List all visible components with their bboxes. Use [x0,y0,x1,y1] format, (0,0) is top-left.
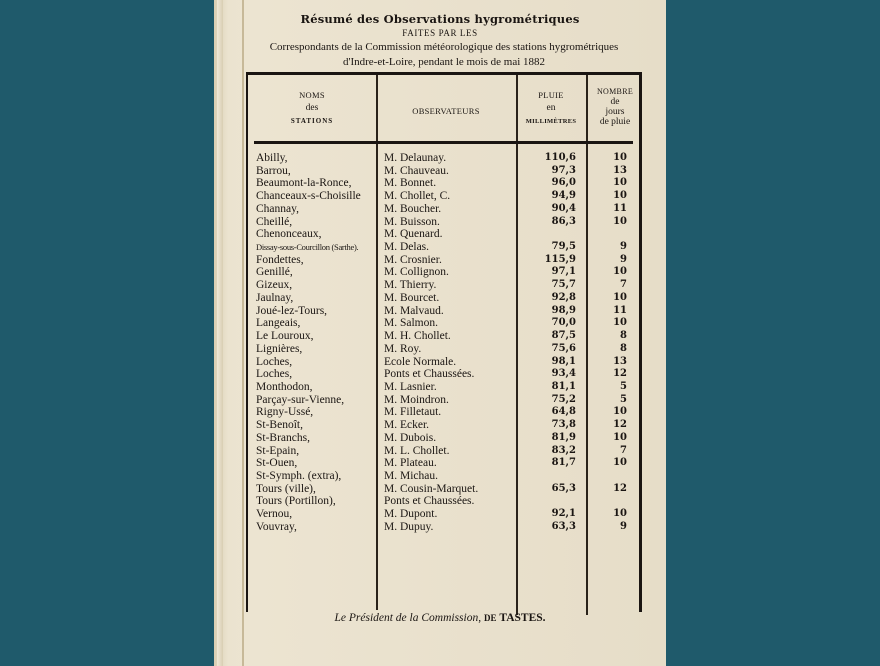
rain-cell: 86,3 [551,215,576,227]
observer-cell: M. Boucher. [384,202,442,215]
observer-cell: M. Ecker. [384,419,430,432]
rain-cell: 115,9 [544,253,576,265]
observer-cell: M. Dupont. [384,508,438,521]
observer-cell: M. Collignon. [384,266,449,279]
document-page [214,0,666,666]
station-cell: St-Ouen, [256,457,298,470]
observer-cell: M. Malvaud. [384,304,444,317]
days-cell: 10 [613,152,627,163]
rain-cell: 90,4 [551,202,576,214]
station-cell: Chanceaux-s-Choisille [256,190,361,203]
days-cell: 7 [620,444,627,456]
days-cell: 9 [620,253,627,265]
station-cell: Tours (Portillon), [256,495,336,508]
days-cell: 8 [620,342,627,354]
days-cell: 8 [620,330,627,342]
station-cell: Lignières, [256,342,303,355]
days-cell: 10 [613,291,627,303]
rain-cell: 98,9 [551,304,576,316]
table-row [252,457,638,470]
observer-cell: M. Lasnier. [384,380,437,393]
table-row [252,432,638,445]
observer-cell: Ponts et Chaussées. [384,368,475,381]
signature-name: TASTES. [499,612,546,624]
observer-cell: M. Buisson. [384,215,440,228]
table-body [252,152,638,534]
station-cell: Parçay-sur-Vienne, [256,393,345,406]
observer-cell: Ecole Normale. [384,355,457,368]
observer-cell: M. H. Chollet. [384,330,451,343]
station-cell: Tours (ville), [256,482,316,495]
station-cell: Monthodon, [256,380,313,393]
days-cell: 10 [613,406,627,418]
station-cell: Fondettes, [256,253,304,266]
station-cell: Chenonceaux, [256,228,322,241]
station-cell: Beaumont-la-Ronce, [256,177,352,190]
station-cell: Rigny-Ussé, [256,406,314,419]
rain-cell: 87,5 [551,330,576,342]
observer-cell: M. Delaunay. [384,152,447,164]
observer-cell: M. Filletaut. [384,406,442,419]
table-row [252,266,638,279]
rain-cell: 75,6 [551,342,576,354]
days-cell: 7 [620,279,627,291]
observer-cell: M. Dubois. [384,431,437,444]
rain-cell: 83,2 [551,444,576,456]
table-row [252,470,638,483]
days-cell: 10 [613,508,627,520]
observer-cell: M. Plateau. [384,457,437,470]
station-cell: Abilly, [256,152,288,164]
days-cell: 10 [613,266,627,278]
signature-role: Le Président de la Commission [334,612,479,624]
header-rain: PLUIE en MILLIMÈTRES [525,90,577,125]
rain-cell: 73,8 [551,419,576,431]
rain-cell: 96,0 [551,177,576,189]
station-cell: St-Branchs, [256,431,310,444]
days-cell: 9 [620,520,627,532]
station-cell: St-Benoît, [256,419,303,432]
observer-cell: M. Michau. [384,469,438,482]
observer-cell: M. L. Chollet. [384,444,450,457]
days-cell: 10 [613,177,627,189]
days-cell: 10 [613,457,627,469]
station-cell: Dissay-sous-Courcillon (Sarthe). [256,242,359,253]
table-row [252,241,638,254]
days-cell: 12 [613,419,627,431]
rain-cell: 64,8 [551,406,576,418]
rain-cell: 81,9 [551,431,576,443]
observer-cell: M. Crosnier. [384,253,442,266]
rain-cell: 70,0 [551,317,576,329]
table-row [252,394,638,407]
days-cell: 10 [613,317,627,329]
table-row [252,254,638,267]
table-row [252,152,638,165]
station-cell: Loches, [256,355,293,368]
observer-cell: M. Thierry. [384,279,437,292]
days-cell: 5 [620,380,627,392]
table-row [252,177,638,190]
table-row [252,317,638,330]
header-days: NOMBRE de jours de pluie [596,87,634,127]
table-row [252,406,638,419]
observer-cell: M. Cousin-Marquet. [384,482,479,495]
observer-cell: M. Delas. [384,241,430,254]
days-cell: 12 [613,482,627,494]
station-cell: St-Epain, [256,444,300,457]
table-row [252,368,638,381]
observer-cell: M. Dupuy. [384,520,434,533]
station-cell: Joué-lez-Tours, [256,304,328,317]
rain-cell: 81,1 [551,380,576,392]
station-cell: Gizeux, [256,279,293,292]
table-row [252,483,638,496]
station-cell: Channay, [256,202,300,215]
rain-cell: 92,1 [551,508,576,520]
signature-particle: DE [483,613,497,623]
table-row [252,203,638,216]
rain-cell: 75,7 [551,279,576,291]
rain-cell: 92,8 [551,291,576,303]
rain-cell: 65,3 [551,482,576,494]
observer-cell: M. Quenard. [384,228,443,241]
table-row [252,508,638,521]
observer-cell: M. Chollet, C. [384,190,451,203]
observer-cell: M. Salmon. [384,317,438,330]
table-row [252,292,638,305]
table-row [252,279,638,292]
table-row [252,343,638,356]
station-cell: Langeais, [256,317,301,330]
table-row [252,305,638,318]
header-stations: NOMS des STATIONS [290,90,334,125]
observer-cell: M. Moindron. [384,393,449,406]
table-row [252,356,638,369]
rain-cell: 81,7 [551,457,576,469]
signature-line: Le Président de la Commission, DE TASTES. [334,612,546,624]
days-cell: 11 [613,304,627,316]
table-row [252,521,638,534]
document-title: Résumé des Observations hygrométriques [300,12,580,26]
rain-cell: 79,5 [551,241,576,253]
table-row [252,190,638,203]
document-description: Correspondants de la Commission météorologique des stations hygrométriques d'Indre-et-Loire, pendant le mois de mai 1882 [269,41,619,68]
table-row [252,419,638,432]
station-cell: Cheillé, [256,215,293,228]
days-cell: 5 [620,393,627,405]
header-observers: OBSERVATEURS [412,106,480,116]
days-cell: 12 [613,368,627,380]
station-cell: St-Symph. (extra), [256,469,342,482]
table-row [252,228,638,241]
observer-cell: Ponts et Chaussées. [384,495,475,508]
station-cell: Jaulnay, [256,291,294,304]
days-cell: 10 [613,215,627,227]
observer-cell: M. Roy. [384,342,422,355]
table-row [252,216,638,229]
table-row [252,445,638,458]
rain-cell: 75,2 [551,393,576,405]
days-cell: 13 [613,164,627,176]
days-cell: 9 [620,241,627,253]
days-cell: 10 [613,431,627,443]
table-row [252,165,638,178]
days-cell: 11 [613,202,627,214]
table-row [252,381,638,394]
rain-cell: 94,9 [551,190,576,202]
observer-cell: M. Bourcet. [384,291,440,304]
table-row [252,330,638,343]
rain-cell: 98,1 [551,355,576,367]
station-cell: Loches, [256,368,293,381]
table-row [252,495,638,508]
document-subtitle: FAITES PAR LES [402,28,478,38]
station-cell: Vouvray, [256,520,297,533]
rain-cell: 110,6 [544,152,576,163]
page-crease [242,0,244,666]
station-cell: Le Louroux, [256,330,314,343]
observer-cell: M. Chauveau. [384,164,449,177]
rain-cell: 97,1 [551,266,576,278]
days-cell: 13 [613,355,627,367]
observer-cell: M. Bonnet. [384,177,437,190]
rain-cell: 63,3 [551,520,576,532]
station-cell: Barrou, [256,164,291,177]
days-cell: 10 [613,190,627,202]
observations-table [246,72,642,612]
header-rule [254,141,633,144]
rain-cell: 97,3 [551,164,576,176]
rain-cell: 93,4 [551,368,576,380]
binding-edge [217,0,223,666]
station-cell: Vernou, [256,508,293,521]
station-cell: Genillé, [256,266,293,279]
